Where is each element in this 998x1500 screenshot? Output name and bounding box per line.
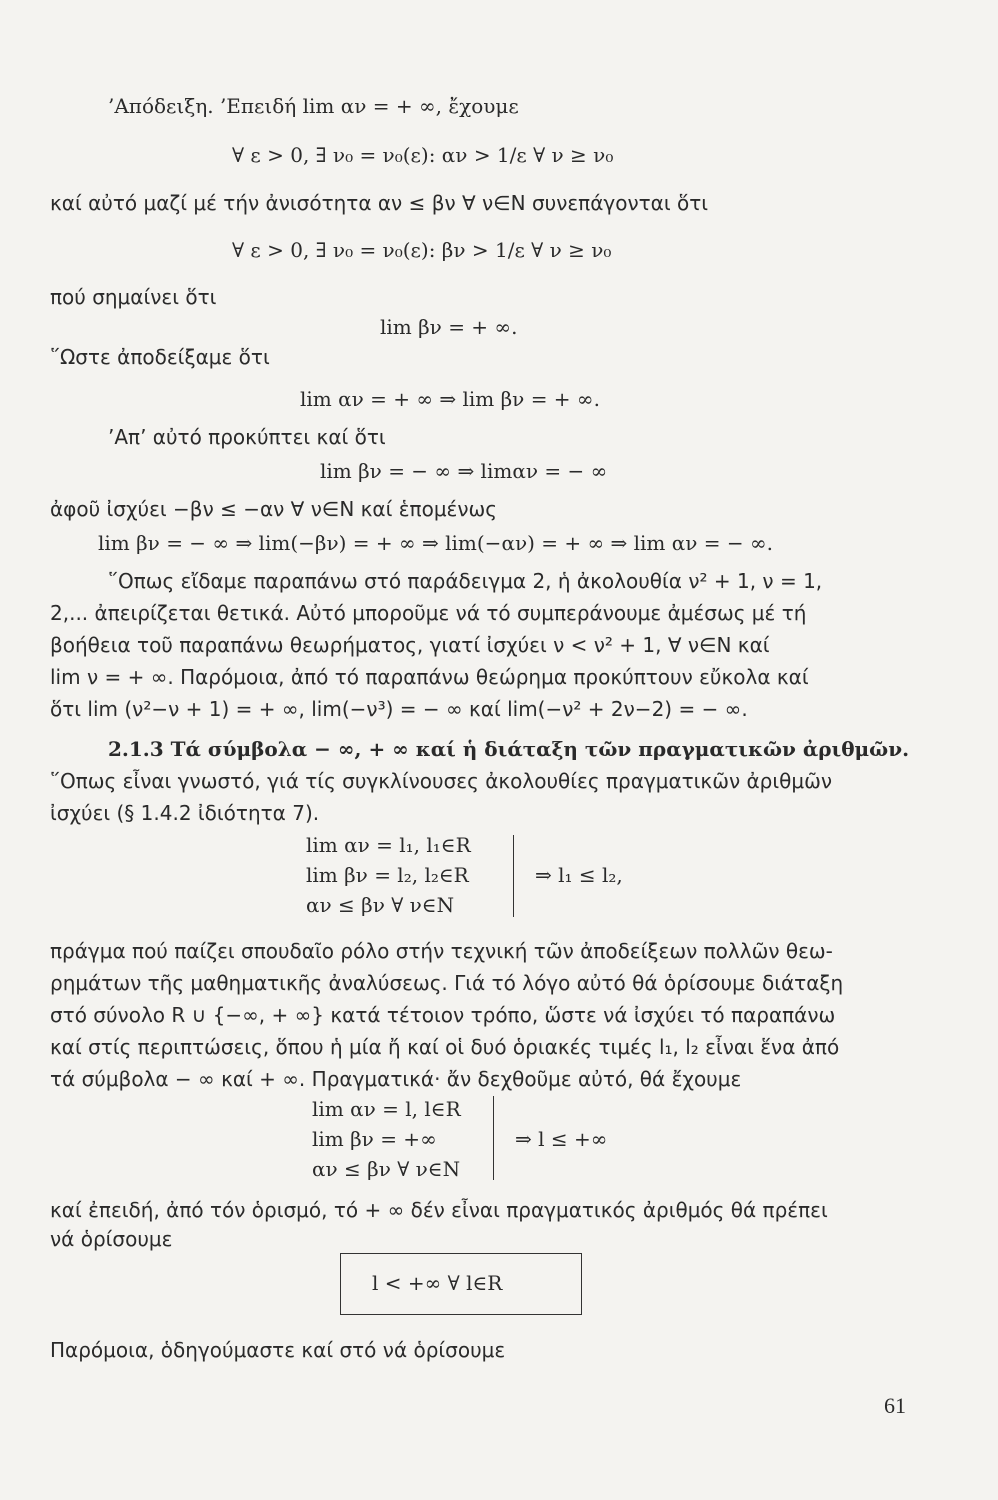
text-line: στό σύνολο R ∪ {−∞, + ∞} κατά τέτοιον τρόπο, ὥστε νά ἰσχύει τό παραπάνω (50, 1003, 836, 1027)
page-number: 61 (884, 1393, 906, 1418)
brace-1 (505, 835, 514, 917)
text-line: καί στίς περιπτώσεις, ὅπου ἡ μία ἤ καί οἱ δυό ὁριακές τιμές l₁, l₂ εἶναι ἕνα ἀπό (50, 1035, 840, 1059)
text-line: ῞Ωστε ἀποδείξαμε ὅτι (50, 345, 270, 369)
text-line: ∀ ε > 0, ∃ ν₀ = ν₀(ε): βν > 1/ε ∀ ν ≥ ν₀ (232, 238, 612, 262)
text-line: lim βν = − ∞ ⇒ limαν = − ∞ (320, 459, 608, 483)
text-line: ῞Οπως εἴδαμε παραπάνω στό παράδειγμα 2, ἡ ἀκολουθία ν² + 1, ν = 1, (108, 569, 823, 593)
text-line: νά ὁρίσουμε (50, 1227, 173, 1251)
text-line: ’Απ’ αὐτό προκύπτει καί ὅτι (108, 425, 386, 449)
definition-box (340, 1253, 582, 1315)
text-line: lim ν = + ∞. Παρόμοια, ἀπό τό παραπάνω θεώρημα προκύπτουν εὔκολα καί (50, 665, 809, 689)
text-line: ’Απόδειξη. ’Επειδή lim αν = + ∞, ἔχουμε (108, 94, 519, 118)
text-line: ⇒ l₁ ≤ l₂, (535, 863, 623, 887)
text-line: lim αν = + ∞ ⇒ lim βν = + ∞. (300, 387, 600, 411)
text-line: ρημάτων τῆς μαθηματικῆς ἀναλύσεως. Γιά τό λόγο αὐτό θά ὁρίσουμε διάταξη (50, 971, 844, 995)
text-line: καί αὐτό μαζί μέ τήν ἀνισότητα αν ≤ βν ∀ ν∈N συνεπάγονται ὅτι (50, 191, 709, 215)
text-line: αν ≤ βν ∀ ν∈N (306, 893, 455, 917)
text-line: lim βν = l₂, l₂∈R (306, 863, 469, 887)
text-line: καί ἐπειδή, ἀπό τόν ὁρισμό, τό + ∞ δέν εἶναι πραγματικός ἀριθμός θά πρέπει (50, 1198, 828, 1222)
text-line: βοήθεια τοῦ παραπάνω θεωρήματος, γιατί ἰσχύει ν < ν² + 1, ∀ ν∈N καί (50, 633, 770, 657)
text-line: ὅτι lim (ν²−ν + 1) = + ∞, lim(−ν³) = − ∞ καί lim(−ν² + 2ν−2) = − ∞. (50, 697, 748, 721)
text-line: lim αν = l, l∈R (312, 1097, 461, 1121)
text-line: lim βν = + ∞. (380, 315, 518, 339)
text-line: ἀφοῦ ἰσχύει −βν ≤ −αν ∀ ν∈N καί ἑπομένως (50, 497, 498, 521)
text-line: ῞Οπως εἶναι γνωστό, γιά τίς συγκλίνουσες ἀκολουθίες πραγματικῶν ἀριθμῶν (50, 769, 833, 793)
text-line: 2,... ἀπειρίζεται θετικά. Αὐτό μποροῦμε νά τό συμπεράνουμε ἀμέσως μέ τή (50, 601, 807, 625)
text-line: lim βν = +∞ (312, 1127, 437, 1151)
text-line: 2.1.3 Τά σύμβολα − ∞, + ∞ καί ἡ διάταξη τῶν πραγματικῶν ἀριθμῶν. (108, 737, 910, 761)
brace-2 (485, 1096, 494, 1180)
text-line: πού σημαίνει ὅτι (50, 285, 217, 309)
text-line: πράγμα πού παίζει σπουδαῖο ρόλο στήν τεχνική τῶν ἀποδείξεων πολλῶν θεω- (50, 939, 833, 963)
text-line: ἰσχύει (§ 1.4.2 ἰδιότητα 7). (50, 801, 320, 825)
text-line: ⇒ l ≤ +∞ (515, 1127, 608, 1151)
text-line: ∀ ε > 0, ∃ ν₀ = ν₀(ε): αν > 1/ε ∀ ν ≥ ν₀ (232, 143, 614, 167)
text-line: τά σύμβολα − ∞ καί + ∞. Πραγματικά· ἄν δεχθοῦμε αὐτό, θά ἔχουμε (50, 1067, 742, 1091)
text-line: l < +∞ ∀ l∈R (372, 1271, 503, 1295)
text-line: lim βν = − ∞ ⇒ lim(−βν) = + ∞ ⇒ lim(−αν) = + ∞ ⇒ lim αν = − ∞. (98, 531, 774, 555)
text-line: lim αν = l₁, l₁∈R (306, 833, 471, 857)
text-line: Παρόμοια, ὁδηγούμαστε καί στό νά ὁρίσουμε (50, 1338, 506, 1362)
text-line: αν ≤ βν ∀ ν∈N (312, 1157, 461, 1181)
